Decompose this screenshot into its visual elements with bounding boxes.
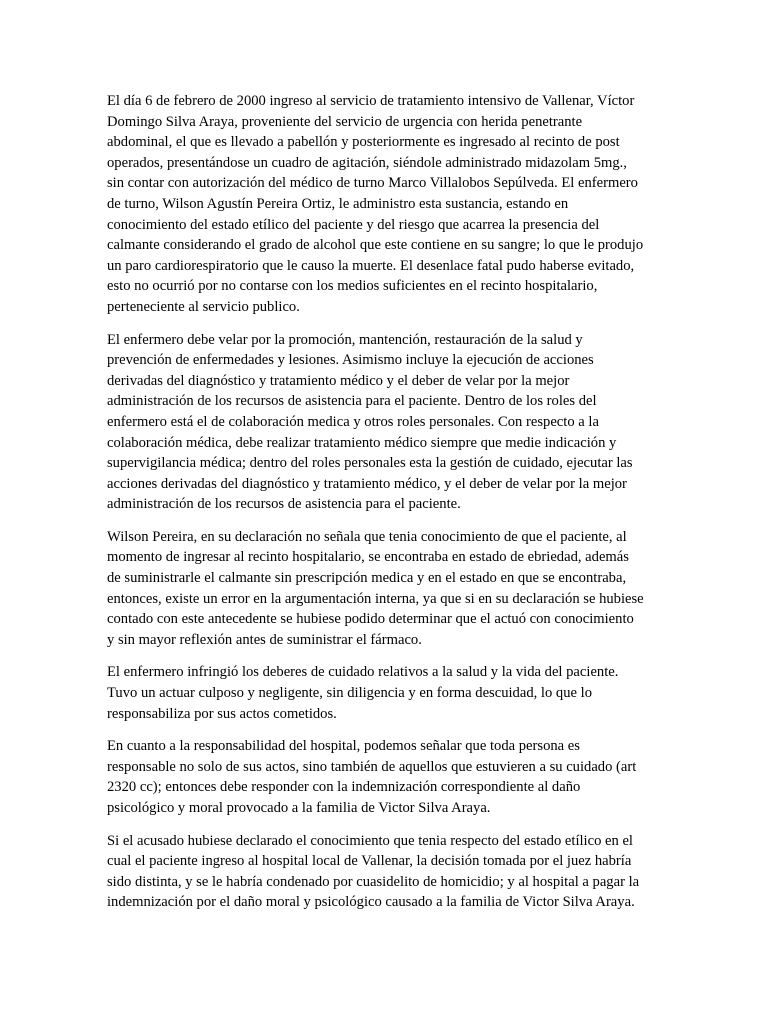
paragraph-5: En cuanto a la responsabilidad del hospital, podemos señalar que toda persona es responsable no solo de sus actos, sino también de aquellos que estuvieren a su cuidado (art 2320 cc); entonces debe responder con la indemnización correspondiente al daño psicológico y moral provocado a la familia de Victor Silva Araya.	[107, 738, 637, 816]
paragraph-2: El enfermero debe velar por la promoción, mantención, restauración de la salud y prevención de enfermedades y lesiones. Asimismo incluye la ejecución de acciones derivadas del diagnóstico y tratamiento médico y el deber de velar por la mejor administración de los recursos de asistencia para el paciente. Dentro de los roles del enfermero está el de colaboración medica y otros roles personales. Con respecto a la colaboración médica, debe realizar tratamiento médico siempre que medie indicación y supervigilancia médica; dentro del roles personales esta la gestión de cuidado, ejecutar las acciones derivadas del diagnóstico y tratamiento médico, y el deber de velar por la mejor administración de los recursos de asistencia para el paciente.	[107, 331, 633, 513]
paragraph-4: El enfermero infringió los deberes de cuidado relativos a la salud y la vida del paciente. Tuvo un actuar culposo y negligente, sin diligencia y en forma descuidad, lo que lo responsabiliza por sus actos cometidos.	[107, 664, 619, 722]
document-page	[107, 91, 667, 913]
paragraph-6: Si el acusado hubiese declarado el conocimiento que tenia respecto del estado etílico en el cual el paciente ingreso al hospital local de Vallenar, la decisión tomada por el juez habría sido distinta, y se le habría condenado por cuasidelito de homicidio; y al hospital a pagar la indemnización por el daño moral y psicológico causado a la familia de Victor Silva Araya.	[107, 832, 640, 911]
paragraph-1: El día 6 de febrero de 2000 ingreso al servicio de tratamiento intensivo de Vallenar, Víctor Domingo Silva Araya, proveniente del servicio de urgencia con herida penetrante abdominal, el que es llevado a pabellón y posteriormente es ingresado al recinto de post operados, presentándose un cuadro de agitación, siéndole administrado midazolam 5mg., sin contar con autorización del médico de turno Marco Villalobos Sepúlveda. El enfermero de turno, Wilson Agustín Pereira Ortiz, le administro esta sustancia, estando en conocimiento del estado etílico del paciente y del riesgo que acarrea la presencia del calmante considerando el grado de alcohol que este contiene en su sangre; lo que le produjo un paro cardiorespiratorio que le causo la muerte. El desenlace fatal pudo haberse evitado, esto no ocurrió por no contarse con los medios suficientes en el recinto hospitalario, perteneciente al servicio publico.	[107, 93, 644, 315]
paragraph-3: Wilson Pereira, en su declaración no señala que tenia conocimiento de que el paciente, al momento de ingresar al recinto hospitalario, se encontraba en estado de ebriedad, además de suministrarle el calmante sin prescripción medica y en el estado en que se encontraba, entonces, existe un error en la argumentación interna, ya que si en su declaración se hubiese contado con este antecedente se hubiese podido determinar que el actuó con conocimiento y sin mayor reflexión antes de suministrar el fármaco.	[107, 528, 644, 648]
